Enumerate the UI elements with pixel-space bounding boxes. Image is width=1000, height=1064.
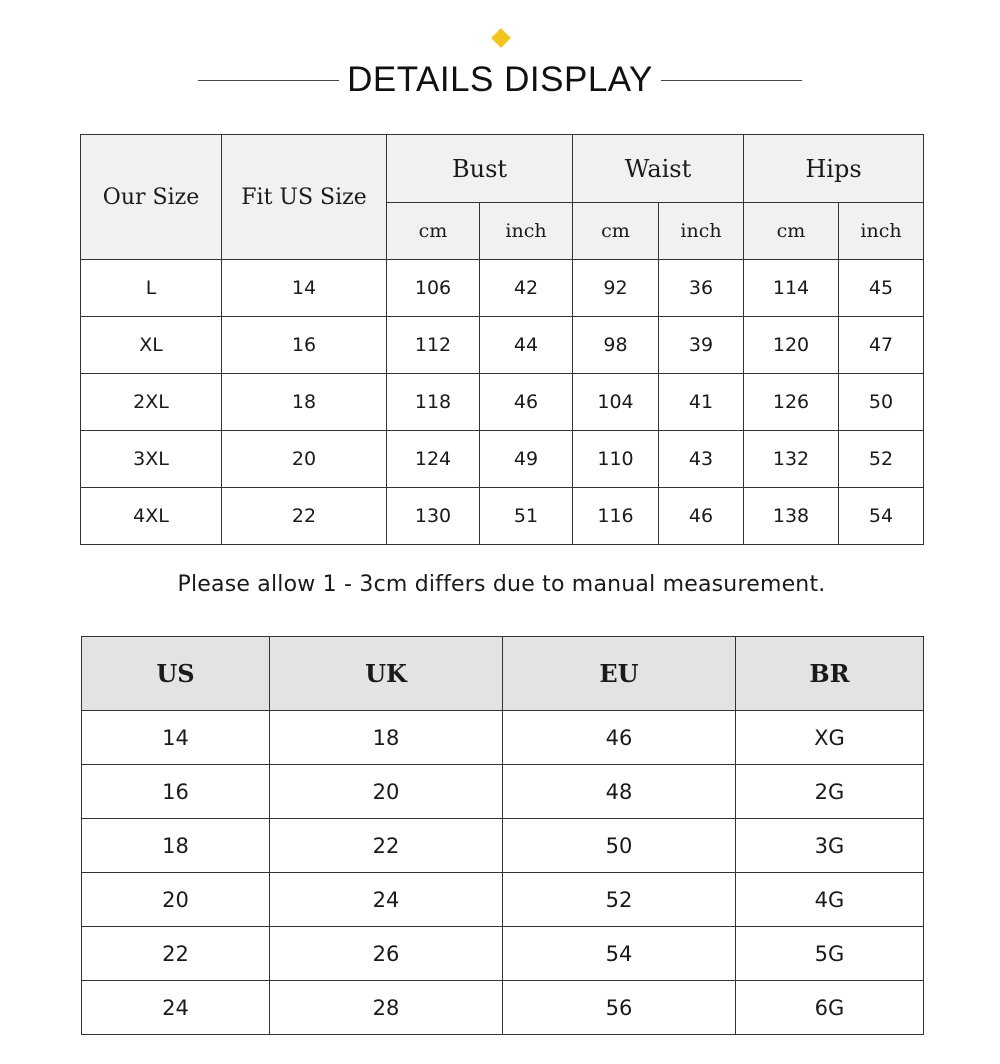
header-hips: Hips <box>744 135 924 203</box>
eu-cell: 46 <box>503 711 736 765</box>
hips-cm-cell: 138 <box>744 488 839 545</box>
br-cell: 3G <box>736 819 924 873</box>
table-row <box>82 873 924 927</box>
unit-waist-cm: cm <box>573 203 659 260</box>
br-cell: 5G <box>736 927 924 981</box>
table-row <box>82 927 924 981</box>
our-size-cell: L <box>81 260 222 317</box>
us-cell: 16 <box>82 765 270 819</box>
header-our-size: Our Size <box>81 135 222 260</box>
table-row <box>82 981 924 1035</box>
title-line-right <box>661 80 802 81</box>
us-size-cell: 20 <box>222 431 387 488</box>
hips-cm-cell: 132 <box>744 431 839 488</box>
our-size-cell: XL <box>81 317 222 374</box>
title-line-left <box>198 80 339 81</box>
us-size-cell: 14 <box>222 260 387 317</box>
br-cell: 6G <box>736 981 924 1035</box>
eu-cell: 54 <box>503 927 736 981</box>
header-eu: EU <box>503 637 736 711</box>
uk-cell: 18 <box>270 711 503 765</box>
bust-inch-cell: 42 <box>480 260 573 317</box>
measurement-note: Please allow 1 - 3cm differs due to manual measurement. <box>177 572 826 597</box>
eu-cell: 52 <box>503 873 736 927</box>
bust-cm-cell: 118 <box>387 374 480 431</box>
table-row <box>82 711 924 765</box>
header-us: US <box>82 637 270 711</box>
table-row <box>82 765 924 819</box>
hips-inch-cell: 50 <box>839 374 924 431</box>
uk-cell: 22 <box>270 819 503 873</box>
diamond-icon <box>491 28 511 48</box>
eu-cell: 50 <box>503 819 736 873</box>
bust-inch-cell: 44 <box>480 317 573 374</box>
bust-inch-cell: 51 <box>480 488 573 545</box>
us-cell: 14 <box>82 711 270 765</box>
waist-cm-cell: 98 <box>573 317 659 374</box>
eu-cell: 56 <box>503 981 736 1035</box>
table-row <box>81 431 924 488</box>
unit-bust-inch: inch <box>480 203 573 260</box>
us-size-cell: 18 <box>222 374 387 431</box>
table-row <box>81 488 924 545</box>
bust-cm-cell: 106 <box>387 260 480 317</box>
waist-inch-cell: 41 <box>659 374 744 431</box>
bust-cm-cell: 130 <box>387 488 480 545</box>
waist-inch-cell: 39 <box>659 317 744 374</box>
hips-cm-cell: 120 <box>744 317 839 374</box>
waist-cm-cell: 92 <box>573 260 659 317</box>
hips-inch-cell: 45 <box>839 260 924 317</box>
size-conversion-table <box>81 636 924 1035</box>
waist-cm-cell: 104 <box>573 374 659 431</box>
us-size-cell: 16 <box>222 317 387 374</box>
us-cell: 18 <box>82 819 270 873</box>
waist-cm-cell: 116 <box>573 488 659 545</box>
hips-inch-cell: 47 <box>839 317 924 374</box>
br-cell: 4G <box>736 873 924 927</box>
waist-inch-cell: 36 <box>659 260 744 317</box>
header-bust: Bust <box>387 135 573 203</box>
size-chart-table <box>80 134 924 545</box>
header-br: BR <box>736 637 924 711</box>
unit-hips-cm: cm <box>744 203 839 260</box>
unit-hips-inch: inch <box>839 203 924 260</box>
header-uk: UK <box>270 637 503 711</box>
waist-inch-cell: 43 <box>659 431 744 488</box>
us-cell: 20 <box>82 873 270 927</box>
us-cell: 22 <box>82 927 270 981</box>
uk-cell: 28 <box>270 981 503 1035</box>
unit-bust-cm: cm <box>387 203 480 260</box>
table-row <box>81 374 924 431</box>
us-cell: 24 <box>82 981 270 1035</box>
header-fit-us-size: Fit US Size <box>222 135 387 260</box>
waist-cm-cell: 110 <box>573 431 659 488</box>
our-size-cell: 4XL <box>81 488 222 545</box>
uk-cell: 24 <box>270 873 503 927</box>
hips-inch-cell: 52 <box>839 431 924 488</box>
our-size-cell: 2XL <box>81 374 222 431</box>
br-cell: 2G <box>736 765 924 819</box>
table-row <box>81 260 924 317</box>
our-size-cell: 3XL <box>81 431 222 488</box>
unit-waist-inch: inch <box>659 203 744 260</box>
hips-inch-cell: 54 <box>839 488 924 545</box>
page-title: DETAILS DISPLAY <box>347 60 653 99</box>
bust-cm-cell: 124 <box>387 431 480 488</box>
table-row <box>82 819 924 873</box>
br-cell: XG <box>736 711 924 765</box>
hips-cm-cell: 114 <box>744 260 839 317</box>
waist-inch-cell: 46 <box>659 488 744 545</box>
bust-cm-cell: 112 <box>387 317 480 374</box>
us-size-cell: 22 <box>222 488 387 545</box>
title-row <box>198 58 802 102</box>
table-row <box>81 317 924 374</box>
hips-cm-cell: 126 <box>744 374 839 431</box>
uk-cell: 26 <box>270 927 503 981</box>
header-waist: Waist <box>573 135 744 203</box>
bust-inch-cell: 46 <box>480 374 573 431</box>
bust-inch-cell: 49 <box>480 431 573 488</box>
uk-cell: 20 <box>270 765 503 819</box>
eu-cell: 48 <box>503 765 736 819</box>
